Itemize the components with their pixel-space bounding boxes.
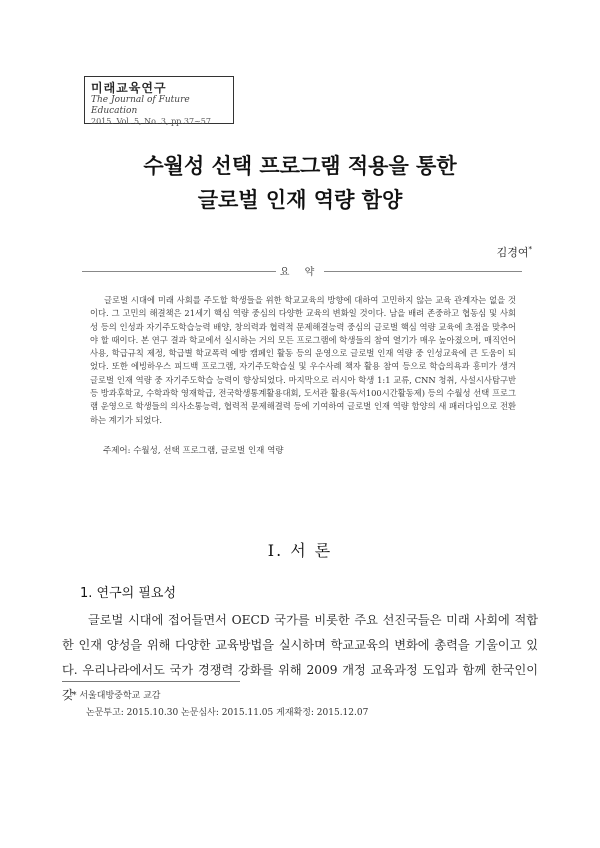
footnote-divider	[62, 681, 240, 682]
footnote-dates: 논문투고: 2015.10.30 논문심사: 2015.11.05 게재확정: 2015.12.07	[86, 708, 369, 718]
author-footnote-mark: *	[528, 245, 532, 254]
author	[497, 244, 532, 260]
section-body-text: 글로벌 시대에 접어들면서 OECD 국가를 비롯한 주요 선진국들은 미래 사회에 적합한 인재 양성을 위해 다양한 교육방법을 실시하며 학교교육의 변화에 총력을 기울이고 있다. 우리나라에서도 국가 경쟁력 강화를 위해 2009 개정 교육과정 도입과 함께 한국인이 갖	[62, 613, 538, 702]
paper-title-line-2: 글로벌 인재 역량 함양	[197, 188, 403, 212]
subsection-title: 1. 연구의 필요성	[80, 586, 177, 601]
journal-name-kr: 미래교육연구	[91, 81, 167, 95]
journal-name-en: The Journal of Future Education	[91, 95, 190, 116]
keywords: 주제어: 수월성, 선택 프로그램, 글로벌 인재 역량	[103, 446, 284, 456]
abstract-body: 글로벌 시대에 미래 사회를 주도할 학생들을 위한 학교교육의 방향에 대하여 고민하지 않는 교육 관계자는 없을 것이다. 그 고민의 해결책은 21세기 핵심 역량 중심의 다양한 교육의 변화일 것이다. 남을 배려 존중하고 협동심 및 사회성 등의 인성과 자기주도학습능력 배양, 창의력과 협력적 문제해결능력 중심의 글로벌 핵심 역량 교육에 초점을 맞추어야 할 때이다. 본 연구 결과 학교에서 실시하는 거의 모든 프로그램에 학생들의 참여 열기가 매우 높아졌으며, 매직언어 사용, 학급규칙 제정, 학급별 학교폭력 예방 캠페인 활동 등의 운영으로 글로벌 인재 역량 중 인성교육에 큰 도움이 되었다. 또한 에빙하우스 피드백 프로그램, 자기주도학습실 및 우수사례 책자 활용 참여 등으로 학습의욕과 흥미가 생겨 글로벌 인재 역량 중 자기주도학습 능력이 향상되었다. 마지막으로 러시아 학생 1:1 교류, CNN 청취, 사설시사탐구반 등 방과후학교, 수학과학 영재학급, 전국학생통계활용대회, 도서관 활용(독서100시간활동제) 등의 수월성 선택 프로그램 운영으로 학생들의 의사소통능력, 협력적 문제해결력 등에 기여하여 글로벌 인재 역량 함양의 새 패러다임으로 전환하는 계기가 되었다.	[90, 295, 516, 425]
journal-info-box	[84, 76, 234, 124]
author-name: 김경여	[496, 246, 529, 259]
abstract-heading: 요 약	[276, 263, 324, 278]
footnote-affiliation: * 서울대방중학교 교감	[72, 691, 161, 701]
section-title: I. 서 론	[267, 541, 333, 560]
paper-title-line-1: 수월성 선택 프로그램 적용을 통한	[143, 154, 457, 178]
journal-volume: 2015. Vol. 5, No. 3, pp.37~57	[91, 117, 211, 126]
